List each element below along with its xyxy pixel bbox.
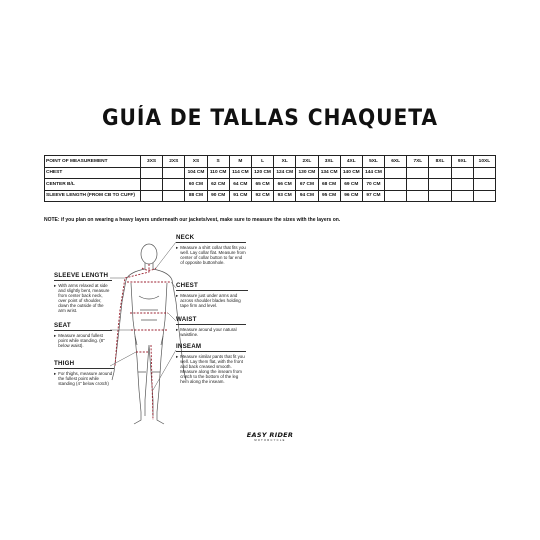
table-cell: 92 CM [251, 190, 273, 202]
row-label: CENTER B/L [45, 179, 141, 191]
size-header: S [207, 156, 229, 168]
leader-lines [110, 242, 179, 390]
table-cell: 134 CM [318, 167, 340, 179]
seat-label: SEAT [54, 322, 112, 331]
table-cell: 65 CM [251, 179, 273, 191]
table-cell: 68 CM [318, 179, 340, 191]
bullet-arrow-icon: ▸ [176, 327, 179, 332]
size-header: 8XL [429, 156, 451, 168]
sleeve-length-description: With arms relaxed at side and slightly bent, measure from center back neck, over point of shoulder, down the outside of the arm wrist. [58, 283, 110, 313]
inseam-label: INSEAM [176, 343, 246, 352]
table-cell: 70 CM [362, 179, 384, 191]
table-cell: 96 CM [340, 190, 362, 202]
table-cell: 93 CM [274, 190, 296, 202]
brand-logo [246, 431, 294, 442]
bullet-arrow-icon: ▸ [176, 354, 179, 359]
table-cell: 130 CM [296, 167, 318, 179]
waist-label: WAIST [176, 316, 246, 325]
neck-description: Measure a shirt collar that fits you well. Lay collar flat. Measure from center of collar button to far end of opposite buttonhole. [180, 245, 246, 265]
table-cell: 140 CM [340, 167, 362, 179]
size-header: 9XL [451, 156, 473, 168]
sleeve-length-label-group [54, 272, 112, 313]
logo-wordmark: EASY RIDER [246, 431, 294, 439]
table-cell: 67 CM [296, 179, 318, 191]
table-header-label: POINT OF MEASUREMENT [45, 156, 141, 168]
thigh-description: For thighs, measure around the fullest point while standing (4" below crotch) [58, 371, 113, 386]
table-cell: 69 CM [340, 179, 362, 191]
size-header: 6XL [385, 156, 407, 168]
bullet-arrow-icon: ▸ [176, 293, 179, 298]
seat-label-group [54, 322, 112, 348]
thigh-label: THIGH [54, 360, 114, 369]
size-header: L [251, 156, 273, 168]
size-header: 2XS [163, 156, 185, 168]
table-cell: 62 CM [207, 179, 229, 191]
table-cell: 88 CM [185, 190, 207, 202]
chest-label: CHEST [176, 282, 248, 291]
chest-label-group [176, 282, 248, 308]
size-header: M [229, 156, 251, 168]
table-cell: 60 CM [185, 179, 207, 191]
neck-label-group [176, 234, 246, 265]
table-cell: 110 CM [207, 167, 229, 179]
inseam-description: Measure similar pants that fit you well. Lay them flat, with the front and back creased smooth. Measure along the inseam from crotch to the bottom of the leg hem along the inseam. [180, 354, 245, 384]
row-label: CHEST [45, 167, 141, 179]
table-cell: 124 CM [274, 167, 296, 179]
table-cell: 120 CM [251, 167, 273, 179]
thigh-label-group [54, 360, 114, 386]
inseam-label-group [176, 343, 246, 384]
size-header: 5XL [362, 156, 384, 168]
bullet-arrow-icon: ▸ [54, 283, 57, 288]
logo-tagline: MOTORCYCLE [254, 439, 286, 442]
size-header: XL [274, 156, 296, 168]
page-title: GUÍA DE TALLAS CHAQUETA [102, 106, 438, 131]
bullet-arrow-icon: ▸ [176, 245, 179, 250]
row-label: SLEEVE LENGTH (FROM CB TO CUFF) [45, 190, 141, 202]
table-cell: 104 CM [185, 167, 207, 179]
table-cell: 91 CM [229, 190, 251, 202]
bullet-arrow-icon: ▸ [54, 371, 57, 376]
waist-label-group [176, 316, 246, 337]
chest-description: Measure just under arms and across shoulder blades holding tape firm and level. [180, 293, 241, 308]
size-header: 10XL [473, 156, 495, 168]
size-header: 3XL [318, 156, 340, 168]
size-header: 2XL [296, 156, 318, 168]
table-cell: 90 CM [207, 190, 229, 202]
size-header: XS [185, 156, 207, 168]
table-cell: 64 CM [229, 179, 251, 191]
size-header: 4XL [340, 156, 362, 168]
waist-description: Measure around your natural waistline. [180, 327, 237, 337]
size-header: 3XS [141, 156, 163, 168]
sleeve-length-label: SLEEVE LENGTH [54, 272, 112, 281]
bullet-arrow-icon: ▸ [54, 333, 57, 338]
table-cell: 144 CM [362, 167, 384, 179]
table-cell: 114 CM [229, 167, 251, 179]
table-cell: 94 CM [296, 190, 318, 202]
table-cell: 95 CM [318, 190, 340, 202]
size-header: 7XL [407, 156, 429, 168]
seat-description: Measure around fullest point while standing. (8" below waist). [58, 333, 105, 348]
layering-note: NOTE: if you plan on wearing a heavy layers underneath our jackets/vest, make sure to measure the sizes with the layers on. [44, 217, 341, 223]
table-cell: 66 CM [274, 179, 296, 191]
neck-label: NECK [176, 234, 246, 243]
table-cell: 97 CM [362, 190, 384, 202]
